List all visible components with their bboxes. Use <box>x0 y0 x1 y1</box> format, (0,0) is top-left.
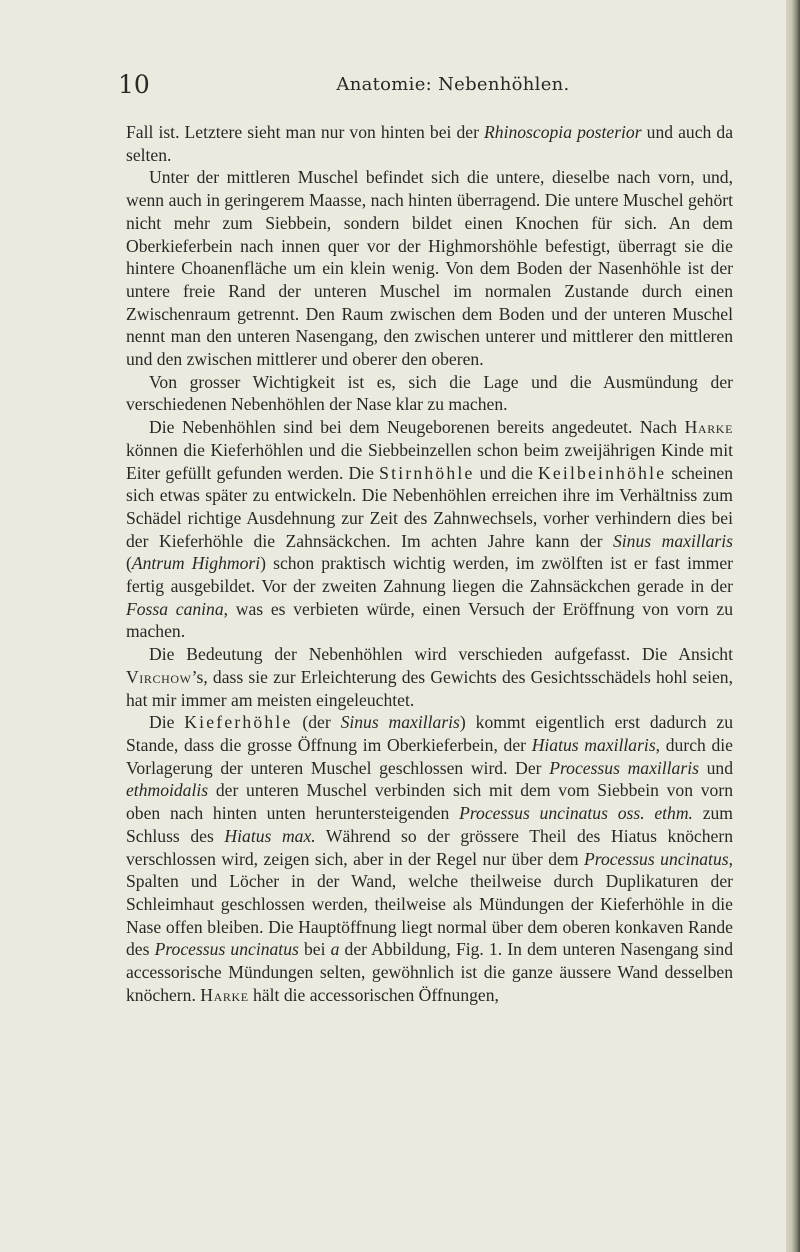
text-run: , Spalten und Löcher in der Wand, welche theilweise durch Duplikaturen der Schleimhaut geschlossen werden, theilweise als Mündungen der Kieferhöhle in die Nase offen bleiben. Die Hauptöffnung liegt normal über dem oberen konkaven Rande des <box>126 848 733 960</box>
page-edge-shadow <box>786 0 800 1252</box>
text-run: , was es verbieten würde, einen Versuch der Eröffnung von vorn zu machen. <box>126 598 733 642</box>
paragraph-3 <box>126 371 733 416</box>
text-run: Die <box>149 712 185 733</box>
text-run: Von grosser Wichtigkeit ist es, sich die Lage und die Ausmündung der verschiedenen Nebenhöhlen der Nase klar zu machen. <box>126 371 733 415</box>
paragraph-1 <box>126 121 733 166</box>
italic-term: Antrum Highmori <box>131 553 261 574</box>
page-number: 10 <box>118 70 150 99</box>
text-run: Unter der mittleren Muschel befindet sich die untere, dieselbe nach vorn, und, wenn auch in geringerem Maasse, nach hinten überragend. Die untere Muschel gehört nicht mehr zum Siebbein, sondern bildet einen Knochen für sich. An dem Oberkieferbein nach innen quer vor der Highmorshöhle befestigt, überragt sie die hintere Choanenfläche um ein klein wenig. Von dem Boden der Nasenhöhle ist der untere freie Rand der unteren Muschel im normalen Zustande durch einen Zwischenraum getrennt. Den Raum zwischen dem Boden und der unteren Muschel nennt man den unteren Nasengang, den zwischen unterer und mittlerer den mittleren und den zwischen mittlerer und oberer den oberen. <box>126 167 733 370</box>
text-run: und die <box>474 462 538 483</box>
text-run: zum Schluss des <box>126 803 733 846</box>
paragraph-6 <box>126 711 733 1006</box>
text-run: ( <box>126 553 132 574</box>
italic-term: Processus uncinatus <box>584 848 729 869</box>
text-run: der unteren Muschel verbinden sich mit dem vom Siebbein von vorn oben nach hinten unten heruntersteigenden <box>126 780 733 824</box>
paragraph-5 <box>126 643 733 711</box>
text-run: (der <box>292 712 341 733</box>
paragraph-4 <box>126 416 733 643</box>
text-run: Während so der grössere Theil des Hiatus knöchern verschlossen wird, zeigen sich, aber in der Regel nur über dem <box>126 825 733 869</box>
spaced-term: Keilbeinhöhle <box>537 462 667 483</box>
text-run: hält die accessorischen Öffnungen, <box>248 984 499 1005</box>
text-run: , durch die Vorlagerung der unteren Muschel geschlossen wird. Der <box>126 734 733 778</box>
italic-term: Processus uncinatus <box>154 939 299 960</box>
italic-term: Rhinoscopia posterior <box>484 122 642 142</box>
author-name: Harke <box>200 984 249 1005</box>
spaced-term: Stirnhöhle <box>379 462 475 483</box>
text-run: und auch da selten. <box>126 122 734 165</box>
body-text <box>126 121 733 1006</box>
text-run: Die Nebenhöhlen sind bei dem Neugeborenen bereits angedeutet. Nach <box>149 417 685 438</box>
text-run: ) kommt eigentlich erst dadurch zu Stande, dass die grosse Öffnung im Oberkieferbein, der <box>126 712 734 755</box>
text-run: können die Kieferhöhlen und die Siebbeinzellen schon beim zweijährigen Kinde mit Eiter gefüllt gefunden werden. Die <box>126 439 733 483</box>
text-run: Fall ist. Letztere sieht man nur von hinten bei der <box>126 122 485 142</box>
italic-term: Processus uncinatus oss. ethm. <box>459 803 693 824</box>
author-name: Virchow <box>126 666 192 687</box>
text-run: Die Bedeutung der Nebenhöhlen wird verschieden aufgefasst. Die Ansicht <box>149 644 733 665</box>
italic-term: Fossa canina <box>126 598 224 619</box>
author-name: Harke <box>684 417 733 438</box>
italic-term: Sinus maxillaris <box>612 530 733 551</box>
text-run: scheinen sich etwas später zu entwickeln. Die Nebenhöhlen erreichen ihre im Verhältniss zum Schädel richtige Ausdehnung zur Zeit des Zahnwechsels, vorher verhindern dies bei der Kieferhöhle die Zahnsäckchen. Im achten Jahre kann der <box>126 462 733 551</box>
running-title: Anatomie: Nebenhöhlen. <box>336 74 570 95</box>
italic-term: Hiatus max. <box>224 825 316 846</box>
text-run: und <box>698 757 733 778</box>
italic-term: a <box>330 939 340 960</box>
spaced-term: Kieferhöhle <box>184 712 293 733</box>
page-header <box>118 68 728 108</box>
paragraph-2 <box>126 166 733 370</box>
text-run: ) schon praktisch wichtig werden, im zwölften ist er fast immer fertig ausgebildet. Vor der zweiten Zahnung liegen die Zahnsäckchen gerade in der <box>126 553 734 597</box>
italic-term: Sinus maxillaris <box>340 712 460 733</box>
text-run: ’s, dass sie zur Erleichterung des Gewichts des Gesichtsschädels hohl seien, hat mir immer am meisten eingeleuchtet. <box>126 666 733 710</box>
italic-term: Processus maxillaris <box>549 757 699 778</box>
text-run: bei <box>298 939 331 960</box>
text-run: der Abbildung, Fig. 1. In dem unteren Nasengang sind accessorische Mündungen selten, gewöhnlich ist die ganze äussere Wand desselben knöchern. <box>126 939 733 1005</box>
italic-term: Hiatus maxillaris <box>531 734 656 755</box>
italic-term: ethmoidalis <box>126 780 209 801</box>
